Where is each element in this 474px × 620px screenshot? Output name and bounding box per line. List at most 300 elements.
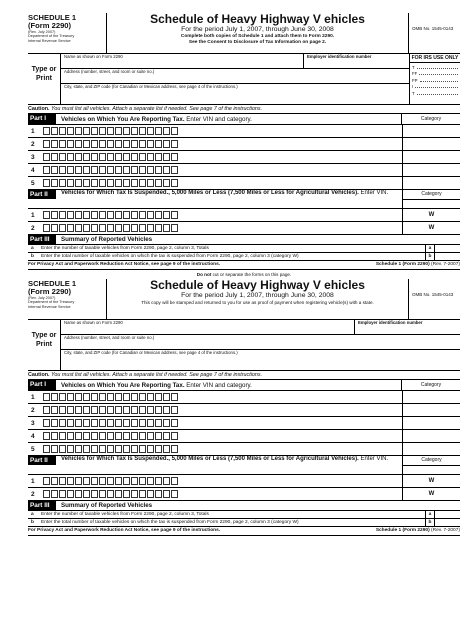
vin-char-box[interactable] [123,127,130,135]
vehicle-row [28,164,460,177]
vin-char-box[interactable] [75,211,82,219]
vin-char-box[interactable] [123,406,130,414]
vin-char-box[interactable] [107,477,114,485]
vin-char-box[interactable] [67,406,74,414]
row-number: 2 [31,406,35,414]
category-field[interactable] [402,417,460,430]
vin-char-box[interactable] [51,406,58,414]
vin-char-box[interactable] [131,406,138,414]
vin-char-box[interactable] [115,179,122,187]
vin-char-box[interactable] [155,406,162,414]
city-label: City, state, and ZIP code (for Canadian or Mexican address, see page 4 of the instructions.) [64,84,238,89]
vin-char-box[interactable] [83,166,90,174]
vin-char-box[interactable] [75,432,82,440]
vin-char-box[interactable] [139,490,146,498]
vin-char-box[interactable] [107,211,114,219]
category-field[interactable] [402,138,460,151]
vin-boxes[interactable] [43,211,402,219]
vin-char-box[interactable] [171,224,178,232]
vin-char-box[interactable] [67,211,74,219]
vin-char-box[interactable] [123,490,130,498]
vin-char-box[interactable] [51,153,58,161]
vin-char-box[interactable] [147,432,154,440]
vin-char-box[interactable] [115,166,122,174]
vin-char-box[interactable] [99,406,106,414]
vin-char-box[interactable] [155,153,162,161]
vin-char-box[interactable] [99,211,106,219]
vin-char-box[interactable] [51,477,58,485]
vin-char-box[interactable] [83,477,90,485]
vin-char-box[interactable] [67,224,74,232]
vin-char-box[interactable] [139,419,146,427]
vin-char-box[interactable] [107,179,114,187]
vin-char-box[interactable] [75,445,82,453]
vin-char-box[interactable] [51,419,58,427]
vin-char-box[interactable] [83,393,90,401]
vin-char-box[interactable] [83,445,90,453]
city-field[interactable] [61,84,409,103]
part-2-title: Vehicles for Which Tax Is Suspended., 5,000 Miles or Less (7,500 Miles or Less for Agricultural Vehicles). [61,456,359,462]
vin-char-box[interactable] [155,179,162,187]
vin-boxes[interactable] [43,432,402,440]
vin-char-box[interactable] [131,179,138,187]
vin-char-box[interactable] [171,445,178,453]
vin-char-box[interactable] [131,393,138,401]
vin-char-box[interactable] [83,127,90,135]
vin-char-box[interactable] [43,179,50,187]
vin-char-box[interactable] [75,477,82,485]
vin-char-box[interactable] [107,445,114,453]
vin-char-box[interactable] [147,211,154,219]
vin-boxes[interactable] [43,127,402,135]
vin-char-box[interactable] [163,140,170,148]
vin-char-box[interactable] [99,153,106,161]
vin-char-box[interactable] [171,153,178,161]
category-field[interactable] [402,151,460,164]
vin-char-box[interactable] [139,393,146,401]
vin-char-box[interactable] [83,140,90,148]
city-label: City, state, and ZIP code (for Canadian or Mexican address, see page 4 of the instructions.) [64,350,238,355]
tax-period: For the period July 1, 2007, through June 30, 2008 [181,292,334,299]
vin-char-box[interactable] [163,179,170,187]
vin-char-box[interactable] [155,393,162,401]
vin-char-box[interactable] [83,406,90,414]
vin-char-box[interactable] [139,140,146,148]
vin-char-box[interactable] [83,179,90,187]
vin-char-box[interactable] [51,224,58,232]
vin-char-box[interactable] [59,127,66,135]
vin-char-box[interactable] [91,140,98,148]
vin-char-box[interactable] [115,224,122,232]
vin-char-box[interactable] [123,179,130,187]
summary-b-text: Enter the total number of taxable vehicles on which the tax is suspended from Form 2290, page 2, column 3 (category W) [41,520,299,525]
category-field[interactable] [402,164,460,177]
vin-char-box[interactable] [43,490,50,498]
schedule-copy [28,13,460,279]
vin-char-box[interactable] [91,419,98,427]
category-field[interactable] [402,391,460,404]
vin-char-box[interactable] [131,140,138,148]
vin-char-box[interactable] [75,179,82,187]
vin-char-box[interactable] [123,477,130,485]
type-or-print-label: Type or Print [28,54,61,104]
vin-char-box[interactable] [99,477,106,485]
vin-char-box[interactable] [75,224,82,232]
vin-char-box[interactable] [51,166,58,174]
vin-char-box[interactable] [147,224,154,232]
vin-char-box[interactable] [75,140,82,148]
vin-char-box[interactable] [139,127,146,135]
vin-char-box[interactable] [51,179,58,187]
vin-char-box[interactable] [67,477,74,485]
vin-char-box[interactable] [123,419,130,427]
vin-char-box[interactable] [91,406,98,414]
vin-char-box[interactable] [67,419,74,427]
vin-char-box[interactable] [43,432,50,440]
vin-char-box[interactable] [123,211,130,219]
vin-char-box[interactable] [139,179,146,187]
vin-char-box[interactable] [171,490,178,498]
vin-char-box[interactable] [59,224,66,232]
vin-char-box[interactable] [115,211,122,219]
vin-char-box[interactable] [107,393,114,401]
vin-char-box[interactable] [147,140,154,148]
vehicle-row [28,404,460,417]
vin-char-box[interactable] [91,393,98,401]
vin-char-box[interactable] [59,140,66,148]
vin-char-box[interactable] [171,419,178,427]
vin-char-box[interactable] [107,153,114,161]
vin-char-box[interactable] [91,445,98,453]
vin-char-box[interactable] [75,393,82,401]
vin-char-box[interactable] [91,153,98,161]
vin-char-box[interactable] [99,166,106,174]
category-field[interactable] [402,404,460,417]
name-field[interactable] [61,320,460,335]
vin-char-box[interactable] [99,127,106,135]
vin-char-box[interactable] [139,406,146,414]
schedule-label: SCHEDULE 1 [28,279,77,288]
vin-char-box[interactable] [59,406,66,414]
vin-char-box[interactable] [43,445,50,453]
address-field[interactable] [61,69,409,84]
vin-char-box[interactable] [147,477,154,485]
city-field[interactable] [61,350,460,369]
vin-char-box[interactable] [75,419,82,427]
vin-char-box[interactable] [43,140,50,148]
vin-char-box[interactable] [155,432,162,440]
vin-char-box[interactable] [163,490,170,498]
vin-boxes[interactable] [43,490,402,498]
vin-char-box[interactable] [163,406,170,414]
vin-char-box[interactable] [115,419,122,427]
ein-field[interactable]: Employer identification number [303,54,409,68]
vin-char-box[interactable] [131,166,138,174]
vin-char-box[interactable] [107,127,114,135]
vin-char-box[interactable] [67,179,74,187]
vin-char-box[interactable] [171,211,178,219]
vin-char-box[interactable] [115,406,122,414]
vin-boxes[interactable] [43,445,402,453]
vin-char-box[interactable] [83,490,90,498]
vin-char-box[interactable] [99,393,106,401]
vin-char-box[interactable] [171,406,178,414]
vin-char-box[interactable] [163,477,170,485]
vin-char-box[interactable] [91,432,98,440]
vin-char-box[interactable] [131,211,138,219]
category-field[interactable] [402,125,460,138]
vin-char-box[interactable] [123,224,130,232]
summary-line-b: b Enter the total number of taxable vehicles on which the tax is suspended from Form 2290, page 2, column 3 (category W) b [28,253,460,261]
vin-char-box[interactable] [139,432,146,440]
vin-char-box[interactable] [75,153,82,161]
vin-char-box[interactable] [67,140,74,148]
row-number: 1 [31,127,35,135]
vin-char-box[interactable] [67,393,74,401]
type-or-print-label: Type or Print [28,320,61,370]
vin-char-box[interactable] [91,211,98,219]
vin-char-box[interactable] [139,166,146,174]
vin-char-box[interactable] [99,179,106,187]
vin-char-box[interactable] [155,445,162,453]
vin-char-box[interactable] [131,490,138,498]
name-field[interactable] [61,54,409,69]
vin-char-box[interactable] [75,490,82,498]
vin-char-box[interactable] [43,419,50,427]
vin-char-box[interactable] [51,393,58,401]
vehicle-row [28,138,460,151]
vin-boxes[interactable] [43,179,402,187]
vin-char-box[interactable] [83,419,90,427]
vin-char-box[interactable] [171,432,178,440]
vin-boxes[interactable] [43,419,402,427]
vin-char-box[interactable] [91,127,98,135]
vin-char-box[interactable] [59,393,66,401]
vin-boxes[interactable] [43,224,402,232]
vin-char-box[interactable] [51,211,58,219]
vin-char-box[interactable] [75,166,82,174]
vin-char-box[interactable] [147,419,154,427]
vin-char-box[interactable] [43,406,50,414]
summary-line-a: a Enter the number of taxable vehicles from Form 2290, page 2, column 3, Totals a [28,511,460,519]
footer-revision: (Rev. 7-2007) [431,528,460,533]
vehicle-row [28,177,460,190]
summary-b-field[interactable] [434,253,460,260]
vin-char-box[interactable] [67,166,74,174]
vin-char-box[interactable] [59,445,66,453]
vin-char-box[interactable] [43,211,50,219]
vin-boxes[interactable] [43,153,402,161]
vin-char-box[interactable] [51,127,58,135]
vin-char-box[interactable] [83,432,90,440]
vin-char-box[interactable] [51,490,58,498]
vin-boxes[interactable] [43,406,402,414]
category-field: W [402,475,460,488]
vin-char-box[interactable] [99,224,106,232]
vin-char-box[interactable] [75,127,82,135]
vin-char-box[interactable] [155,477,162,485]
vin-char-box[interactable] [163,127,170,135]
summary-a-field[interactable] [434,511,460,518]
vin-char-box[interactable] [43,393,50,401]
vin-char-box[interactable] [147,393,154,401]
vin-char-box[interactable] [51,432,58,440]
vin-char-box[interactable] [67,490,74,498]
vin-char-box[interactable] [155,224,162,232]
vin-char-box[interactable] [123,432,130,440]
vin-char-box[interactable] [107,490,114,498]
row-number: 3 [31,153,35,161]
vin-char-box[interactable] [59,211,66,219]
vin-char-box[interactable] [107,432,114,440]
vin-char-box[interactable] [99,140,106,148]
vin-char-box[interactable] [43,127,50,135]
vin-char-box[interactable] [155,490,162,498]
vin-char-box[interactable] [59,166,66,174]
vin-char-box[interactable] [99,432,106,440]
vin-char-box[interactable] [139,477,146,485]
vin-char-box[interactable] [123,166,130,174]
vin-char-box[interactable] [131,419,138,427]
vin-char-box[interactable] [155,419,162,427]
vin-char-box[interactable] [115,393,122,401]
vin-char-box[interactable] [59,179,66,187]
category-field[interactable] [402,430,460,443]
vin-char-box[interactable] [67,432,74,440]
vin-char-box[interactable] [147,166,154,174]
caution-text: You must list all vehicles. Attach a separate list if needed. See page 7 of the instructions. [51,372,263,378]
vin-char-box[interactable] [67,153,74,161]
vin-char-box[interactable] [91,224,98,232]
vin-char-box[interactable] [43,153,50,161]
vin-char-box[interactable] [59,153,66,161]
vin-char-box[interactable] [171,179,178,187]
vin-char-box[interactable] [131,432,138,440]
vin-char-box[interactable] [59,419,66,427]
vin-char-box[interactable] [147,490,154,498]
vin-char-box[interactable] [171,140,178,148]
category-field[interactable] [402,177,460,190]
vin-boxes[interactable] [43,393,402,401]
vin-char-box[interactable] [163,153,170,161]
vin-char-box[interactable] [171,393,178,401]
vin-char-box[interactable] [123,445,130,453]
vin-char-box[interactable] [123,140,130,148]
vin-char-box[interactable] [83,153,90,161]
vin-char-box[interactable] [91,166,98,174]
vin-char-box[interactable] [163,166,170,174]
vin-char-box[interactable] [99,490,106,498]
vin-char-box[interactable] [163,211,170,219]
vin-char-box[interactable] [163,419,170,427]
footer-revision: (Rev. 7-2007) [431,262,460,267]
summary-a-field[interactable] [434,245,460,252]
vin-char-box[interactable] [99,419,106,427]
vin-char-box[interactable] [147,179,154,187]
vin-char-box[interactable] [43,477,50,485]
vin-char-box[interactable] [139,153,146,161]
vin-char-box[interactable] [123,393,130,401]
vin-char-box[interactable] [67,445,74,453]
vin-char-box[interactable] [43,224,50,232]
vin-char-box[interactable] [51,140,58,148]
vin-char-box[interactable] [83,211,90,219]
vin-char-box[interactable] [163,224,170,232]
vin-char-box[interactable] [59,432,66,440]
category-header: Category [403,190,460,200]
vin-char-box[interactable] [147,445,154,453]
vin-boxes[interactable] [43,140,402,148]
vin-char-box[interactable] [147,153,154,161]
vin-char-box[interactable] [139,445,146,453]
vin-char-box[interactable] [107,406,114,414]
summary-b-field[interactable] [434,519,460,526]
vin-char-box[interactable] [147,127,154,135]
footer-form-id: Schedule 1 (Form 2290) [375,262,430,267]
vin-char-box[interactable] [115,477,122,485]
vin-char-box[interactable] [147,406,154,414]
vin-char-box[interactable] [107,419,114,427]
irs-code-line: FP [410,76,460,83]
vin-boxes[interactable] [43,166,402,174]
vin-char-box[interactable] [75,406,82,414]
vin-char-box[interactable] [171,477,178,485]
vin-char-box[interactable] [163,445,170,453]
vin-char-box[interactable] [155,140,162,148]
vin-char-box[interactable] [155,166,162,174]
vin-char-box[interactable] [115,432,122,440]
vin-char-box[interactable] [131,153,138,161]
vin-char-box[interactable] [163,393,170,401]
vin-char-box[interactable] [131,445,138,453]
vin-boxes[interactable] [43,477,402,485]
vin-char-box[interactable] [59,477,66,485]
vin-char-box[interactable] [115,153,122,161]
vin-char-box[interactable] [43,166,50,174]
vin-char-box[interactable] [107,166,114,174]
vin-char-box[interactable] [139,211,146,219]
vin-char-box[interactable] [99,445,106,453]
vin-char-box[interactable] [115,445,122,453]
vin-char-box[interactable] [123,153,130,161]
vin-char-box[interactable] [83,224,90,232]
vin-char-box[interactable] [115,127,122,135]
vin-char-box[interactable] [155,211,162,219]
address-field[interactable] [61,335,460,350]
category-field[interactable] [402,443,460,456]
vin-char-box[interactable] [91,490,98,498]
vin-char-box[interactable] [59,490,66,498]
vin-char-box[interactable] [107,224,114,232]
vin-char-box[interactable] [171,127,178,135]
ein-field[interactable]: Employer identification number [354,320,460,334]
vin-char-box[interactable] [171,166,178,174]
vin-char-box[interactable] [139,224,146,232]
vin-char-box[interactable] [51,445,58,453]
vin-char-box[interactable] [115,490,122,498]
vin-char-box[interactable] [107,140,114,148]
vin-char-box[interactable] [131,224,138,232]
vin-char-box[interactable] [91,477,98,485]
vin-char-box[interactable] [91,179,98,187]
vin-char-box[interactable] [115,140,122,148]
vin-char-box[interactable] [155,127,162,135]
vin-char-box[interactable] [131,127,138,135]
vin-char-box[interactable] [131,477,138,485]
vin-char-box[interactable] [67,127,74,135]
vin-char-box[interactable] [163,432,170,440]
footer-form-id: Schedule 1 (Form 2290) [375,528,430,533]
